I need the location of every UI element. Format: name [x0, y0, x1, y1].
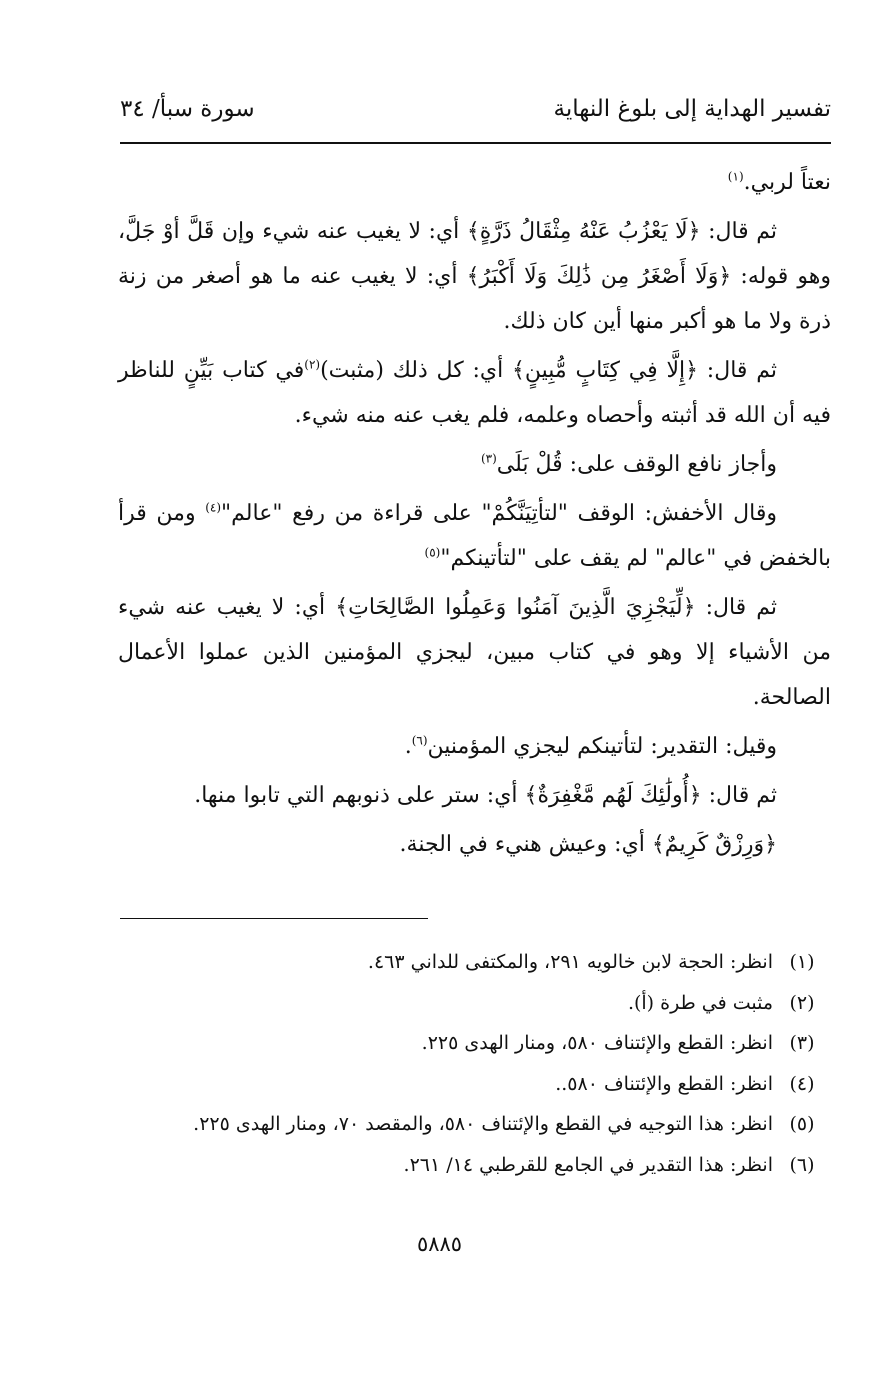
- footnote-item: [120, 1145, 831, 1186]
- quran-quote: ﴿إِلَّا فِي كِتَابٍ مُّبِينٍ﴾: [512, 358, 699, 383]
- footnotes-list: [120, 942, 831, 1185]
- running-header: [120, 96, 831, 122]
- page-number: ٥٨٨٥: [416, 1232, 463, 1256]
- quran-quote: ﴿أُولَٰئِكَ لَهُم مَّغْفِرَةٌ﴾: [524, 783, 702, 808]
- quran-quote: ﴿وَرِزْقٌ كَرِيمٌ﴾: [651, 832, 777, 857]
- footnote-text: انظر: القطع والإئتناف ٥٨٠، ومنار الهدى ٢٢٥.: [421, 1032, 773, 1054]
- footnote-ref-6[interactable]: (٦): [411, 733, 428, 748]
- header-divider: [120, 142, 831, 144]
- footnote-item: [120, 1023, 831, 1064]
- footnote-text: انظر: القطع والإئتناف ٥٨٠..: [555, 1072, 773, 1095]
- paragraph-7: وقيل: التقدير: لتأتينكم ليجزي المؤمنين$^{(٦)}$.: [404, 733, 777, 759]
- quran-quote: ﴿لِّيَجْزِيَ الَّذِينَ آمَنُوا وَعَمِلُوا الصَّالِحَاتِ﴾: [335, 595, 696, 620]
- footnote-item: [120, 1104, 831, 1145]
- footnote-text: انظر: هذا التقدير في الجامع للقرطبي ١٤/ ٢٦١.: [403, 1153, 773, 1176]
- footnote-item: [120, 1064, 831, 1105]
- footnote-number: (٦): [789, 1153, 815, 1176]
- footnote-number: (٤): [789, 1072, 815, 1095]
- footnote-ref-4[interactable]: (٤): [205, 500, 222, 515]
- footnote-item: [120, 983, 831, 1024]
- footnote-item: [120, 942, 831, 983]
- footnote-number: (٢): [789, 991, 815, 1014]
- footnote-ref-5[interactable]: (٥): [424, 545, 441, 560]
- quran-quote: ﴿وَلَا أَصْغَرُ مِن ذَٰلِكَ وَلَا أَكْبَرُ﴾: [466, 264, 732, 289]
- main-text: [118, 160, 831, 871]
- paragraph-9: ﴿وَرِزْقٌ كَرِيمٌ﴾ أي: وعيش هنيء في الجنة.: [399, 832, 777, 857]
- surah-label: سورة سبأ/ ٣٤: [120, 96, 255, 122]
- book-title: تفسير الهداية إلى بلوغ النهاية: [553, 96, 831, 122]
- paragraph-2: ثم قال: ﴿لَا يَعْزُبُ عَنْهُ مِثْقَالُ ذَرَّةٍ﴾ أي: لا يغيب عنه شيء وإن قَلَّ أوْ جَلَّ، وهو قوله: ﴿وَلَا أَصْغَرُ مِن ذَٰلِكَ وَلَا أَكْبَرُ﴾ أي: لا يغيب عنه ما هو أصغر من زنة ذرة ولا ما هو أكبر منها أين كان ذلك.: [118, 219, 832, 334]
- footnote-ref-2[interactable]: (٢): [304, 357, 321, 372]
- footnote-text: مثبت في طرة (أ).: [627, 991, 773, 1014]
- footnote-text: انظر: هذا التوجيه في القطع والإئتناف ٥٨٠، والمقصد ٧٠، ومنار الهدى ٢٢٥.: [193, 1113, 773, 1135]
- paragraph-6: ثم قال: ﴿لِّيَجْزِيَ الَّذِينَ آمَنُوا وَعَمِلُوا الصَّالِحَاتِ﴾ أي: لا يغيب عنه شيء من الأشياء إلا وهو في كتاب مبين، ليجزي المؤمنين الذين عملوا الأعمال الصالحة.: [118, 595, 831, 710]
- footnote-number: (١): [789, 951, 815, 973]
- paragraph-4: وأجاز نافع الوقف على: قُلْ بَلَى$^{(٣)}$: [480, 451, 777, 477]
- paragraph-8: ثم قال: ﴿أُولَٰئِكَ لَهُم مَّغْفِرَةٌ﴾ أي: ستر على ذنوبهم التي تابوا منها.: [194, 783, 777, 808]
- paragraph-3: ثم قال: ﴿إِلَّا فِي كِتَابٍ مُّبِينٍ﴾ أي: كل ذلك (مثبت)$^{(٢)}$في كتاب بَيِّنٍ للناظر فيه أن الله قد أثبته وأحصاه وعلمه، فلم يغب عنه منه شيء.: [118, 357, 831, 428]
- footnote-text: انظر: الحجة لابن خالويه ٢٩١، والمكتفى للداني ٤٦٣.: [367, 951, 773, 973]
- quran-quote: ﴿لَا يَعْزُبُ عَنْهُ مِثْقَالُ ذَرَّةٍ﴾: [466, 219, 701, 244]
- footnote-ref-3[interactable]: (٣): [480, 451, 497, 466]
- footnote-number: (٥): [789, 1113, 815, 1135]
- footnote-number: (٣): [789, 1032, 815, 1054]
- footnote-divider: [120, 918, 428, 919]
- footnote-ref-1[interactable]: (١): [727, 169, 744, 184]
- paragraph-5: وقال الأخفش: الوقف "لتأتِيَنَّكُمْ" على قراءة من رفع "عالم"$^{(٤)}$ ومن قرأ بالخفض في "عالم" لم يقف على "لتأتينكم"$^{(٥)}$: [118, 500, 831, 571]
- paragraph-1: نعتاً لربي.$^{(١)}$: [727, 169, 831, 195]
